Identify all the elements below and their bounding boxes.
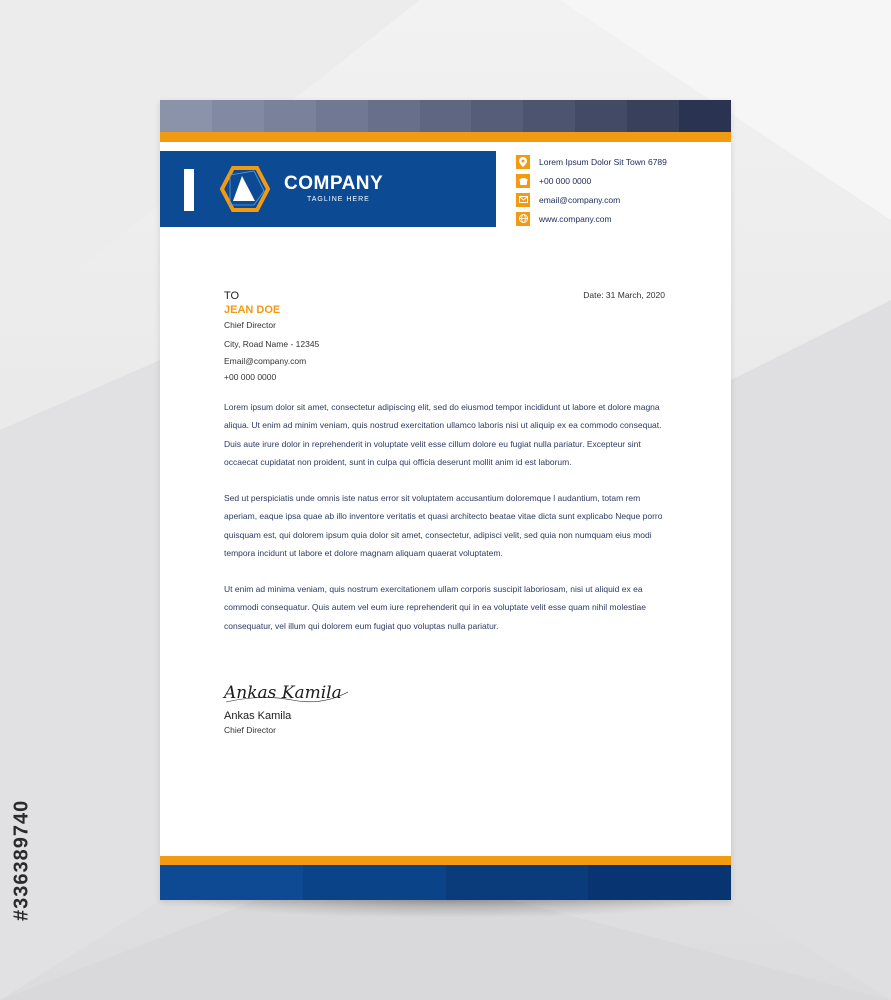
recipient-block (224, 290, 319, 389)
letterhead-page (160, 100, 731, 900)
contact-website-text[interactable]: www.company.com (539, 213, 612, 224)
top-color-segment (523, 100, 575, 132)
contact-address-text: Lorem Ipsum Dolor Sit Town 6789 (539, 156, 667, 167)
top-color-segment (627, 100, 679, 132)
bottom-color-segment (588, 865, 731, 900)
letter-date: Date: 31 March, 2020 (583, 290, 665, 300)
top-color-segment (420, 100, 472, 132)
top-color-segment (160, 100, 212, 132)
top-color-segment (264, 100, 316, 132)
top-color-segment (316, 100, 368, 132)
top-color-segment (212, 100, 264, 132)
contact-website (516, 209, 667, 228)
top-color-segment (679, 100, 731, 132)
signature-script: Ankas Kamila (224, 683, 342, 703)
bottom-orange-line (160, 856, 731, 865)
body-paragraph: Lorem ipsum dolor sit amet, consectetur adipiscing elit, sed do eiusmod tempor incididunt ut labore et dolore magna aliqua. Ut enim ad minim veniam, quis nostrud exercitation ullamco laboris nisi ut aliquip ex ea commodo consequat. Duis aute irure dolor in reprehenderit in voluptate velit esse cillum dolore eu fugiat nulla pariatur. Excepteur sint occaecat cupidatat non proident, sunt in culpa qui officia deserunt mollit anim id est laborum. (224, 402, 662, 468)
company-tagline: TAGLINE HERE (307, 196, 370, 203)
top-color-segment (575, 100, 627, 132)
body-paragraph: Ut enim ad minima veniam, quis nostrum exercitationem ullam corporis suscipit laboriosam, nisi ut aliquid ex ea commodi consequatur. Quis autem vel eum iure reprehenderit qui in ea voluptate velit esse quam nihil molestiae consequatur, vel illum qui dolorem eum fugiat quo voluptas nulla pariatur. (224, 584, 646, 631)
bottom-color-segment (303, 865, 446, 900)
brand-box (160, 151, 496, 227)
signature (222, 672, 352, 712)
signer-name: Ankas Kamila (224, 710, 292, 722)
envelope-icon (516, 193, 530, 207)
bottom-color-segment (446, 865, 589, 900)
contact-phone (516, 171, 667, 190)
company-name: COMPANY (284, 173, 384, 194)
brand-white-bar (184, 169, 194, 211)
phone-icon (516, 174, 530, 188)
bottom-color-segment (160, 865, 303, 900)
signer-title: Chief Director (224, 725, 276, 735)
contact-phone-text: +00 000 0000 (539, 175, 592, 186)
to-label: TO (224, 290, 240, 302)
contact-email (516, 190, 667, 209)
stock-id: #336389740 (10, 799, 33, 921)
top-color-bars (160, 100, 731, 132)
location-pin-icon (516, 155, 530, 169)
recipient-email: Email@company.com (224, 355, 307, 366)
body-paragraph: Sed ut perspiciatis unde omnis iste natus error sit voluptatem accusantium doloremque l audantium, totam rem aperiam, eaque ipsa quae ab illo inventore veritatis et quasi architecto beatae vitae dicta sunt explicabo Neque porro quisquam est, qui dolorem ipsum quia dolor sit amet, consectetur, adipisci velit, sed quia non numquam eius modi tempora incidunt ut labore et dolore magnam aliquam quaerat voluptatem. (224, 493, 663, 559)
hexagon-logo-icon (220, 165, 270, 213)
top-color-segment (368, 100, 420, 132)
contact-email-text[interactable]: email@company.com (539, 194, 621, 205)
top-color-segment (471, 100, 523, 132)
bottom-color-bars (160, 865, 731, 900)
recipient-title: Chief Director (224, 320, 276, 330)
recipient-phone: +00 000 0000 (224, 372, 277, 382)
contact-address (516, 152, 667, 171)
globe-icon (516, 212, 530, 226)
top-orange-line (160, 132, 731, 142)
recipient-name: JEAN DOE (224, 304, 281, 316)
recipient-address: City, Road Name - 12345 (224, 339, 320, 349)
contact-block (516, 152, 667, 228)
